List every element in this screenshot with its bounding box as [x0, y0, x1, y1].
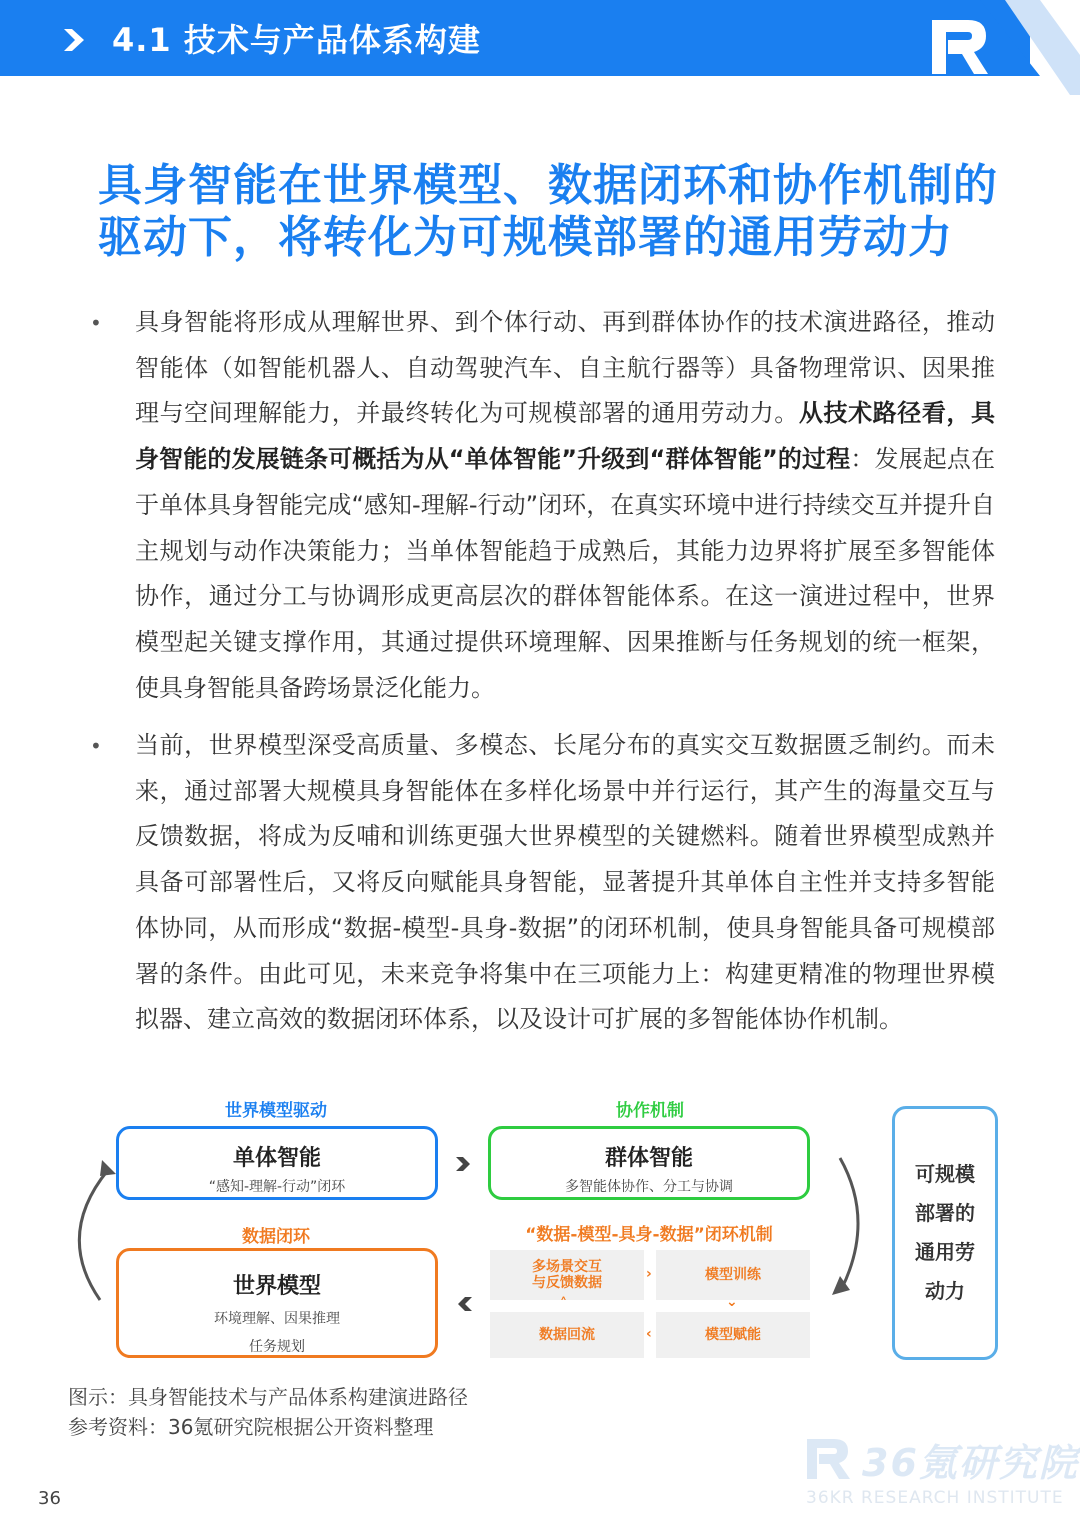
page-number: 36: [38, 1488, 61, 1509]
chevron-right-icon: [454, 1156, 472, 1172]
page-title-line-2: 驱动下，将转化为可规模部署的通用劳动力: [98, 212, 953, 263]
group-intelligence-title: 群体智能: [604, 1146, 693, 1171]
general-labor-box: [892, 1106, 998, 1360]
bullet-icon: •: [90, 311, 102, 335]
single-intelligence-sub: “感知-理解-行动”闭环: [208, 1179, 346, 1195]
figure-caption: 图示：具身智能技术与产品体系构建演进路径: [68, 1385, 468, 1409]
arrow-up-icon: ˄: [560, 1296, 567, 1312]
loop-cell-interaction-line-1: 多场景交互: [532, 1259, 602, 1275]
loop-cell-data-reflow: 数据回流: [490, 1312, 644, 1358]
arrow-right-icon: ›: [646, 1266, 652, 1282]
source-caption: 参考资料：36氪研究院根据公开资料整理: [68, 1415, 434, 1439]
page-title: [98, 160, 998, 264]
chevron-left-icon: [456, 1296, 474, 1312]
world-model-sub-2: 任务规划: [249, 1339, 305, 1355]
section-title: 4.1 技术与产品体系构建: [112, 21, 481, 59]
loop-cell-model-training: 模型训练: [656, 1250, 810, 1300]
label-world-model-drive: 世界模型驱动: [225, 1101, 327, 1121]
paragraph-text-2: 当前，世界模型深受高质量、多模态、长尾分布的真实交互数据匮乏制约。而未来，通过部署大规模具身智能体在多样化场景中并行运行，其产生的海量交互与反馈数据，将成为反哺和训练更强大世界模型的关键燃料。随着世界模型成熟并具备可部署性后，又将反向赋能具身智能，显著提升其单体自主性并支持多智能体协同，从而形成“数据-模型-具身-数据”的闭环机制，使具身智能具备可规模部署的条件。由此可见，未来竞争将集中在三项能力上：构建更精准的物理世界模拟器、建立高效的数据闭环体系，以及设计可扩展的多智能体协作机制。: [135, 731, 995, 1034]
label-data-loop: 数据闭环: [242, 1227, 310, 1247]
single-intelligence-title: 单体智能: [232, 1146, 321, 1171]
paragraph-text-1: [135, 300, 995, 711]
36kr-logo-icon: [928, 16, 992, 78]
loop-cell-interaction-line-2: 与反馈数据: [532, 1275, 602, 1291]
arrow-left-icon: ‹: [646, 1326, 652, 1342]
header-bar: [0, 0, 1080, 80]
general-labor-text: 可规模部署的通用劳动力: [915, 1162, 975, 1303]
paragraph-1-bold: 从技术路径看，具身智能的发展链条可概括为从“单体智能”升级到“群体智能”的过程: [135, 399, 996, 474]
world-model-box: [116, 1248, 438, 1358]
loop-cell-model-empower: 模型赋能: [656, 1312, 810, 1358]
loop-cell-interaction-data: [490, 1250, 644, 1300]
world-model-title: 世界模型: [232, 1274, 321, 1299]
label-collab-mechanism: 协作机制: [616, 1101, 684, 1121]
page-title-line-1: 具身智能在世界模型、数据闭环和协作机制的: [98, 160, 998, 211]
evolution-diagram: [60, 1090, 1020, 1370]
group-intelligence-sub: 多智能体协作、分工与协调: [565, 1179, 733, 1195]
chevron-right-icon: [62, 26, 88, 54]
bullet-icon: •: [90, 734, 102, 758]
single-intelligence-box: [116, 1126, 438, 1200]
paragraph-1-text-before: 具身智能将形成从理解世界、到个体行动、再到群体协作的技术演进路径，推动智能体（如智能机器人、自动驾驶汽车、自主航行器等）具备物理常识、因果推理与空间理解能力，并最终转化为可规模部署的通用劳动力。: [135, 308, 995, 428]
watermark-subtitle: 36KR RESEARCH INSTITUTE: [806, 1488, 1064, 1508]
label-closed-loop: “数据-模型-具身-数据”闭环机制: [525, 1225, 773, 1245]
arrow-down-icon: ⌄: [726, 1294, 738, 1310]
world-model-sub-1: 环境理解、因果推理: [214, 1311, 340, 1327]
watermark-logo-icon: [804, 1436, 852, 1482]
watermark-name: 36氪研究院: [862, 1441, 1079, 1485]
group-intelligence-box: [488, 1126, 810, 1200]
paragraph-1-text-after: ：发展起点在于单体具身智能完成“感知-理解-行动”闭环，在真实环境中进行持续交互并提升自主规划与动作决策能力；当单体智能趋于成熟后，其能力边界将扩展至多智能体协作，通过分工与协调形成更高层次的群体智能体系。在这一演进过程中，世界模型起关键支撑作用，其通过提供环境理解、因果推断与任务规划的统一框架，使具身智能具备跨场景泛化能力。: [135, 445, 996, 702]
